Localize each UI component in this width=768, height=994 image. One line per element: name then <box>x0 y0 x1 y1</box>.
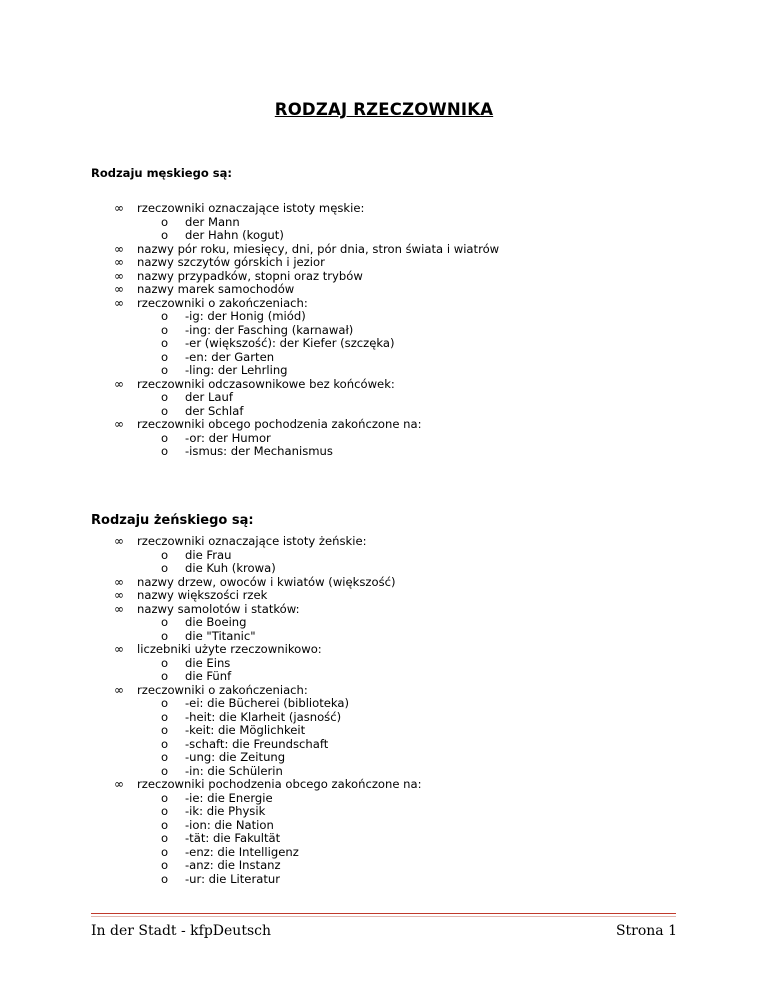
circle-bullet-icon: o <box>161 309 169 323</box>
section-heading-masculine: Rodzaju męskiego są: <box>91 166 232 180</box>
list-item-text: nazwy drzew, owoców i kwiatów (większość) <box>137 574 396 589</box>
circle-bullet-icon: o <box>161 723 169 737</box>
sub-list-item-text: -tät: die Fakultät <box>185 831 281 845</box>
list-item <box>91 778 731 886</box>
sub-list-item <box>137 351 731 365</box>
list-item-text: nazwy marek samochodów <box>137 282 295 296</box>
infinity-bullet-icon: ∞ <box>114 601 124 616</box>
list-item-text: nazwy pór roku, miesięcy, dni, pór dnia, stron świata i wiatrów <box>137 241 500 256</box>
sub-list-item <box>137 724 731 738</box>
infinity-bullet-icon: ∞ <box>114 588 124 602</box>
circle-bullet-icon: o <box>161 696 169 710</box>
list-item <box>91 603 731 644</box>
sub-list <box>137 697 731 778</box>
sub-list <box>137 792 731 887</box>
sub-list <box>137 432 731 459</box>
sub-list-item-text: -ig: der Honig (miód) <box>185 309 306 323</box>
list-item-text: nazwy szczytów górskich i jezior <box>137 255 325 269</box>
list-item <box>91 418 731 459</box>
circle-bullet-icon: o <box>161 763 169 778</box>
circle-bullet-icon: o <box>161 444 169 458</box>
circle-bullet-icon: o <box>161 430 169 445</box>
sub-list-item <box>137 846 731 860</box>
feminine-rules-list <box>91 535 731 886</box>
list-item-text: liczebniki użyte rzeczownikowo: <box>137 642 322 656</box>
document-title: RODZAJ RZECZOWNIKA <box>274 100 494 119</box>
sub-list-item-text: -ing: der Fasching (karnawał) <box>185 322 354 337</box>
sub-list-item-text: -ur: die Literatur <box>185 871 280 886</box>
circle-bullet-icon: o <box>161 804 169 818</box>
sub-list-item <box>137 616 731 630</box>
circle-bullet-icon: o <box>161 709 169 724</box>
infinity-bullet-icon: ∞ <box>114 376 124 391</box>
infinity-bullet-icon: ∞ <box>114 268 124 283</box>
sub-list-item-text: -en: der Garten <box>185 349 275 364</box>
list-item-text: rzeczowniki odczasownikowe bez końcówek: <box>137 376 395 391</box>
infinity-bullet-icon: ∞ <box>114 282 124 296</box>
infinity-bullet-icon: ∞ <box>114 201 124 215</box>
sub-list-item <box>137 697 731 711</box>
circle-bullet-icon: o <box>161 628 169 643</box>
sub-list-item-text: der Hahn (kogut) <box>185 228 284 242</box>
infinity-bullet-icon: ∞ <box>114 295 124 310</box>
sub-list-item-text: -ung: die Zeitung <box>185 750 286 764</box>
circle-bullet-icon: o <box>161 736 169 751</box>
sub-list-item <box>137 630 731 644</box>
circle-bullet-icon: o <box>161 349 169 364</box>
circle-bullet-icon: o <box>161 655 169 670</box>
sub-list-item <box>137 216 731 230</box>
list-item <box>91 270 731 284</box>
list-item <box>91 297 731 378</box>
sub-list-item <box>137 751 731 765</box>
circle-bullet-icon: o <box>161 214 169 229</box>
sub-list-item <box>137 391 731 405</box>
infinity-bullet-icon: ∞ <box>114 574 124 589</box>
sub-list-item <box>137 445 731 459</box>
sub-list-item-text: die "Titanic" <box>185 628 256 643</box>
sub-list-item-text: die Fünf <box>185 669 232 683</box>
list-item <box>91 576 731 590</box>
list-item <box>91 378 731 419</box>
list-item-text: rzeczowniki o zakończeniach: <box>137 682 308 697</box>
list-item-text: rzeczowniki obcego pochodzenia zakończone na: <box>137 417 422 431</box>
sub-list-item <box>137 324 731 338</box>
sub-list <box>137 310 731 378</box>
sub-list-item-text: -heit: die Klarheit (jasność) <box>185 709 342 724</box>
infinity-bullet-icon: ∞ <box>114 642 124 656</box>
circle-bullet-icon: o <box>161 403 169 418</box>
sub-list-item <box>137 562 731 576</box>
sub-list-item <box>137 738 731 752</box>
list-item-text: rzeczowniki oznaczające istoty męskie: <box>137 201 365 215</box>
circle-bullet-icon: o <box>161 750 169 764</box>
sub-list-item-text: die Eins <box>185 655 231 670</box>
circle-bullet-icon: o <box>161 858 169 872</box>
sub-list-item <box>137 765 731 779</box>
sub-list <box>137 616 731 643</box>
sub-list-item-text: -in: die Schülerin <box>185 763 283 778</box>
infinity-bullet-icon: ∞ <box>114 255 124 269</box>
circle-bullet-icon: o <box>161 336 169 350</box>
sub-list-item-text: die Kuh (krowa) <box>185 561 276 575</box>
section-heading-feminine: Rodzaju żeńskiego są: <box>91 513 254 528</box>
sub-list-item-text: -ei: die Bücherei (biblioteka) <box>185 696 350 710</box>
sub-list-item <box>137 832 731 846</box>
list-item-text: rzeczowniki o zakończeniach: <box>137 295 308 310</box>
list-item-text: nazwy większości rzek <box>137 588 268 602</box>
sub-list-item-text: -ismus: der Mechanismus <box>185 444 333 458</box>
sub-list-item-text: -enz: die Intelligenz <box>185 844 299 859</box>
circle-bullet-icon: o <box>161 844 169 859</box>
footer-divider <box>91 913 676 914</box>
list-item <box>91 243 731 257</box>
footer-title: In der Stadt - kfpDeutsch <box>91 923 271 939</box>
circle-bullet-icon: o <box>161 390 169 404</box>
footer-divider-thin <box>91 916 676 917</box>
infinity-bullet-icon: ∞ <box>114 777 124 791</box>
sub-list-item <box>137 805 731 819</box>
list-item-text: rzeczowniki pochodzenia obcego zakończone na: <box>137 777 422 791</box>
circle-bullet-icon: o <box>161 322 169 337</box>
sub-list <box>137 391 731 418</box>
sub-list-item <box>137 310 731 324</box>
sub-list-item <box>137 859 731 873</box>
circle-bullet-icon: o <box>161 871 169 886</box>
circle-bullet-icon: o <box>161 561 169 575</box>
sub-list-item <box>137 432 731 446</box>
list-item-text: nazwy samolotów i statków: <box>137 601 300 616</box>
sub-list-item-text: der Schlaf <box>185 403 244 418</box>
sub-list-item-text: der Lauf <box>185 390 233 404</box>
sub-list-item <box>137 670 731 684</box>
circle-bullet-icon: o <box>161 547 169 562</box>
infinity-bullet-icon: ∞ <box>114 241 124 256</box>
sub-list-item-text: -keit: die Möglichkeit <box>185 723 306 737</box>
infinity-bullet-icon: ∞ <box>114 534 124 548</box>
sub-list-item-text: -ion: die Nation <box>185 817 274 832</box>
sub-list-item <box>137 549 731 563</box>
circle-bullet-icon: o <box>161 228 169 242</box>
sub-list-item <box>137 337 731 351</box>
circle-bullet-icon: o <box>161 615 169 629</box>
sub-list <box>137 216 731 243</box>
list-item <box>91 202 731 243</box>
circle-bullet-icon: o <box>161 817 169 832</box>
list-item <box>91 684 731 779</box>
sub-list-item <box>137 711 731 725</box>
sub-list-item <box>137 819 731 833</box>
sub-list-item <box>137 229 731 243</box>
sub-list-item <box>137 657 731 671</box>
page-number: Strona 1 <box>615 923 677 939</box>
list-item <box>91 256 731 270</box>
list-item-text: rzeczowniki oznaczające istoty żeńskie: <box>137 534 367 548</box>
sub-list-item <box>137 873 731 887</box>
sub-list-item <box>137 405 731 419</box>
sub-list-item-text: -or: der Humor <box>185 430 271 445</box>
sub-list-item <box>137 364 731 378</box>
list-item <box>91 589 731 603</box>
sub-list-item-text: -schaft: die Freundschaft <box>185 736 329 751</box>
infinity-bullet-icon: ∞ <box>114 682 124 697</box>
list-item <box>91 535 731 576</box>
circle-bullet-icon: o <box>161 669 169 683</box>
sub-list <box>137 549 731 576</box>
sub-list-item-text: der Mann <box>185 214 240 229</box>
list-item-text: nazwy przypadków, stopni oraz trybów <box>137 268 363 283</box>
sub-list-item-text: die Boeing <box>185 615 247 629</box>
sub-list-item-text: -ik: die Physik <box>185 804 266 818</box>
sub-list-item <box>137 792 731 806</box>
circle-bullet-icon: o <box>161 831 169 845</box>
sub-list-item-text: -er (większość): der Kiefer (szczęka) <box>185 336 395 350</box>
sub-list-item-text: -ling: der Lehrling <box>185 363 288 377</box>
masculine-rules-list <box>91 202 731 459</box>
infinity-bullet-icon: ∞ <box>114 417 124 431</box>
circle-bullet-icon: o <box>161 790 169 805</box>
list-item <box>91 643 731 684</box>
sub-list-item-text: -anz: die Instanz <box>185 858 281 872</box>
sub-list <box>137 657 731 684</box>
sub-list-item-text: -ie: die Energie <box>185 790 273 805</box>
circle-bullet-icon: o <box>161 363 169 377</box>
sub-list-item-text: die Frau <box>185 547 232 562</box>
list-item <box>91 283 731 297</box>
